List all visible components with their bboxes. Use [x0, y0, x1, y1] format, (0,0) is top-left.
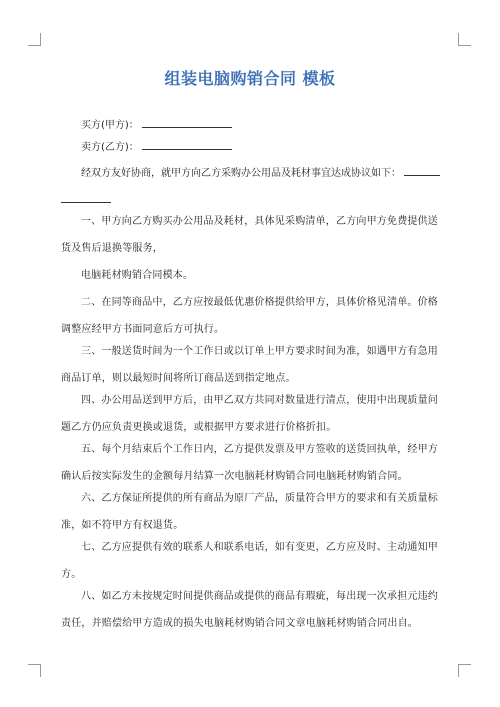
clause-4: 四、办公用品送到甲方后，由甲乙双方共同对数量进行清点，使用中出现质量问题乙方仍应负责更换或退货，或根据甲方要求进行价格折扣。	[61, 395, 438, 433]
crop-mark-bottom-right	[458, 664, 471, 677]
seller-line	[81, 140, 232, 155]
intro-blank	[404, 166, 440, 176]
seller-label: 卖方(乙方)：	[81, 142, 139, 153]
crop-mark-bottom-left	[28, 664, 41, 677]
clause-3: 三、一般送货时间为一个工作日或以订单上甲方要求时间为准，如遇甲方有急用商品订单，则以最短时间将所订商品送到指定地点。	[61, 346, 438, 384]
clause-1-note: 电脑耗材购销合同模本。	[81, 270, 194, 281]
intro-text: 经双方友好协商，就甲方向乙方采购办公用品及耗材事宜达成协议如下：	[81, 168, 401, 179]
intro-line	[81, 166, 441, 181]
clause-8: 八、如乙方未按规定时间提供商品或提供的商品有瑕疵，每出现一次承担元违约责任，并赔偿给甲方造成的损失电脑耗材购销合同文章电脑耗材购销合同出自。	[61, 591, 438, 629]
intro-blank-continued	[61, 201, 111, 203]
seller-blank	[142, 140, 232, 150]
buyer-blank	[142, 118, 232, 128]
clause-5: 五、每个月结束后个工作日内，乙方提供发票及甲方签收的送货回执单，经甲方确认后按实际发生的金额每月结算一次电脑耗材购销合同电脑耗材购销合同。	[61, 444, 438, 482]
clause-6: 六、乙方保证所提供的所有商品为原厂产品，质量符合甲方的要求和有关质量标准，如不符甲方有权退货。	[61, 493, 438, 531]
buyer-line	[81, 118, 232, 133]
crop-mark-top-right	[458, 33, 471, 46]
clause-2: 二、在同等商品中，乙方应按最低优惠价格提供给甲方，具体价格见清单。价格调整应经甲方书面同意后方可执行。	[61, 297, 438, 335]
clause-1: 一、甲方向乙方购买办公用品及耗材，具体见采购清单，乙方向甲方免费提供送货及售后退换等服务，	[61, 216, 438, 254]
document-title: 组装电脑购销合同 模板	[164, 69, 336, 88]
crop-mark-top-left	[28, 33, 41, 46]
clause-7: 七、乙方应提供有效的联系人和联系电话，如有变更，乙方应及时、主动通知甲方。	[61, 542, 438, 580]
buyer-label: 买方(甲方)：	[81, 120, 139, 131]
